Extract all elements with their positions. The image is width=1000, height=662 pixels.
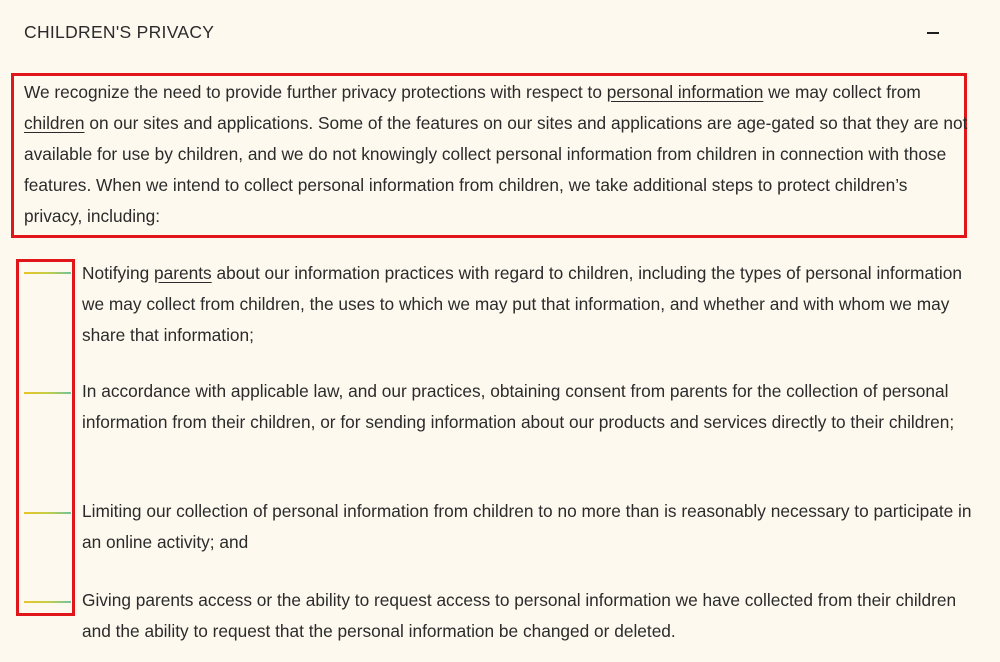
- list-item: In accordance with applicable law, and our practices, obtaining consent from parents for the collection of personal information from their children, or for sending information about our products and services directly to their children;: [82, 381, 955, 432]
- bullet-1-after: about our information practices with regard to children, including the types of personal information we may collect from children, the uses to which we may put that information, and whether and with whom we may share that information;: [82, 263, 962, 345]
- list-item: Limiting our collection of personal information from children to no more than is reasonably necessary to participate in an online activity; and: [82, 501, 972, 552]
- list-item: [82, 258, 978, 351]
- bullet-dash-icon: [24, 272, 71, 274]
- minus-icon: [927, 32, 939, 34]
- bullet-1-before: Notifying: [82, 263, 155, 283]
- parents-link[interactable]: parents: [154, 263, 212, 283]
- bullet-dash-icon: [24, 392, 71, 394]
- intro-text-part3: on our sites and applications. Some of the features on our sites and applications are age-gated so that they are not available for use by children, and we do not knowingly collect personal information from children in connection with those features. When we intend to collect personal information from children, we take additional steps to protect children’s privacy, including:: [24, 113, 968, 226]
- personal-information-link[interactable]: personal information: [606, 82, 764, 102]
- children-link[interactable]: children: [24, 113, 85, 133]
- bullet-dash-icon: [24, 601, 71, 603]
- section-header[interactable]: [24, 18, 976, 48]
- intro-paragraph: [24, 77, 968, 232]
- bullet-highlight-box: [16, 259, 75, 616]
- intro-text-part2: we may collect from: [763, 82, 921, 102]
- intro-text-part1: We recognize the need to provide further privacy protections with respect to: [24, 82, 607, 102]
- list-item: Giving parents access or the ability to request access to personal information we have collected from their children and the ability to request that the personal information be changed or deleted.: [82, 590, 957, 641]
- collapse-toggle-button[interactable]: [924, 18, 950, 48]
- section-title: CHILDREN'S PRIVACY: [24, 22, 215, 42]
- bullet-dash-icon: [24, 512, 71, 514]
